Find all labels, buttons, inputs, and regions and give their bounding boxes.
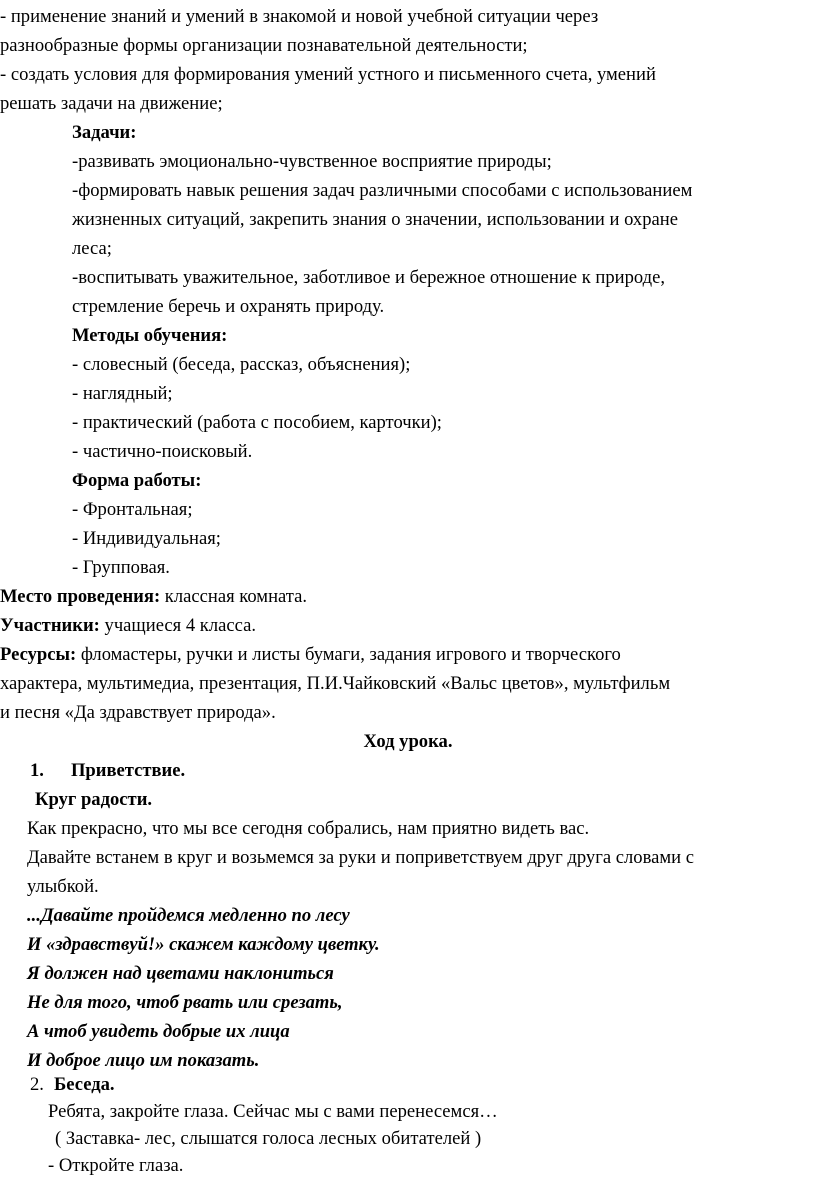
section-heading (30, 1070, 115, 1099)
place-label: Место проведения: (0, 586, 161, 607)
place-value: классная комната. (160, 586, 308, 607)
task-line: стремление беречь и охранять природу. (72, 296, 385, 317)
participants-value: учащиеся 4 класса. (99, 615, 257, 636)
work-form-item: - Групповая. (72, 557, 170, 578)
lesson-title: Ход урока. (363, 731, 453, 752)
resources-label: Ресурсы: (0, 644, 77, 665)
poem-line: ...Давайте пройдемся медленно по лесу (27, 905, 350, 926)
task-line: -развивать эмоционально-чувственное восприятие природы; (72, 151, 552, 172)
resources-value: фломастеры, ручки и листы бумаги, задания игрового и творческого (76, 644, 621, 665)
work-form-item: - Фронтальная; (72, 499, 193, 520)
task-line: леса; (72, 238, 112, 259)
method-item: - словесный (беседа, рассказ, объяснения); (72, 354, 411, 375)
section-title: Приветствие. (70, 760, 186, 781)
lesson-paragraph: Давайте встанем в круг и возьмемся за руки и поприветствуем друг друга словами с (27, 847, 694, 868)
work-form-item: - Индивидуальная; (72, 528, 221, 549)
method-item: - практический (работа с пособием, карточки); (72, 412, 442, 433)
participants-label: Участники: (0, 615, 100, 636)
section-heading (30, 756, 185, 785)
tasks-heading: Задачи: (72, 122, 137, 143)
lesson-paragraph: Как прекрасно, что мы все сегодня собрались, нам приятно видеть вас. (27, 818, 590, 839)
method-item: - частично-поисковый. (72, 441, 253, 462)
work-form-heading: Форма работы: (72, 470, 202, 491)
poem-line: И доброе лицо им показать. (27, 1050, 260, 1071)
resources-line: и песня «Да здравствует природа». (0, 702, 276, 723)
section-number: 1. (30, 760, 44, 781)
place-line (0, 582, 307, 611)
lesson-paragraph: Ребята, закройте глаза. Сейчас мы с вами перенесемся… (48, 1101, 498, 1122)
task-line: жизненных ситуаций, закрепить знания о значении, использовании и охране (72, 209, 678, 230)
circle-heading: Круг радости. (35, 789, 153, 810)
methods-heading: Методы обучения: (72, 325, 228, 346)
section-title: Беседа. (53, 1074, 115, 1095)
lesson-paragraph: улыбкой. (27, 876, 99, 897)
poem-line: Я должен над цветами наклониться (27, 963, 334, 984)
poem-line: А чтоб увидеть добрые их лица (27, 1021, 290, 1042)
method-item: - наглядный; (72, 383, 173, 404)
resources-line (0, 640, 621, 669)
task-line: -воспитывать уважительное, заботливое и бережное отношение к природе, (72, 267, 665, 288)
resources-line: характера, мультимедиа, презентация, П.И.Чайковский «Вальс цветов», мультфильм (0, 673, 671, 694)
task-line: -формировать навык решения задач различными способами с использованием (72, 180, 693, 201)
poem-line: И «здравствуй!» скажем каждому цветку. (27, 934, 380, 955)
goal-line: разнообразные формы организации познавательной деятельности; (0, 35, 528, 56)
lesson-paragraph: - Откройте глаза. (48, 1155, 184, 1176)
goal-line: - применение знаний и умений в знакомой и новой учебной ситуации через (0, 6, 599, 27)
lesson-paragraph: ( Заставка- лес, слышатся голоса лесных обитателей ) (55, 1128, 482, 1149)
section-number: 2. (30, 1074, 44, 1095)
participants-line (0, 611, 256, 640)
poem-line: Не для того, чтоб рвать или срезать, (27, 992, 343, 1013)
goal-line: решать задачи на движение; (0, 93, 223, 114)
goal-line: - создать условия для формирования умений устного и письменного счета, умений (0, 64, 656, 85)
